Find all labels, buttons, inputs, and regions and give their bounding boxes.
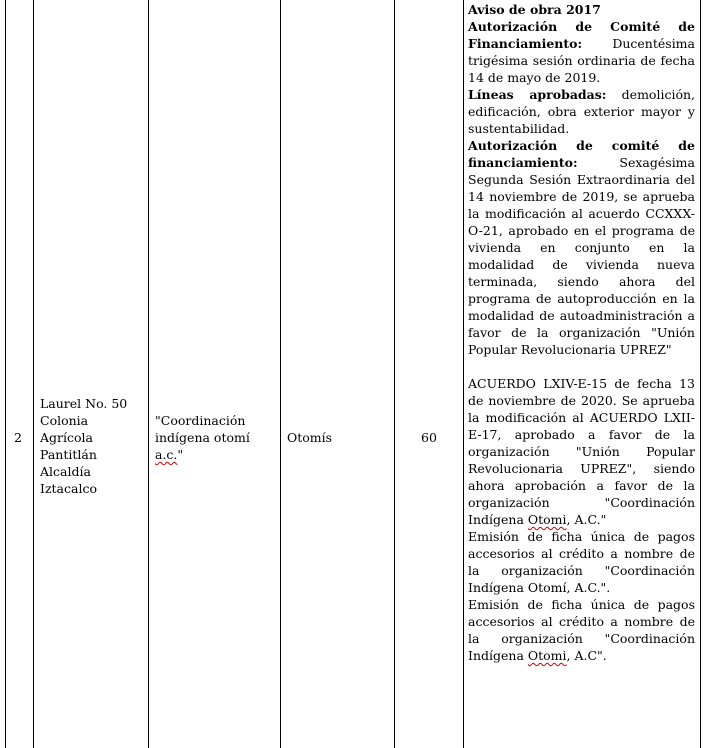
authorization-1-text: Ducentésima trigésima sesión ordinaria de fecha 14 de mayo de 2019. xyxy=(468,36,695,85)
address-line: Colonia Agrícola xyxy=(40,413,93,445)
approved-lines-label: Líneas aprobadas: xyxy=(468,87,607,102)
organization-suffix: a.c. xyxy=(155,447,178,462)
address-line: Pantitlán xyxy=(40,447,97,462)
emission-2-text: Emisión de ficha única de pagos accesorios al crédito a nombre de la organización "Coordinación Indígena xyxy=(468,597,695,663)
authorization-1 xyxy=(468,18,695,86)
address-line: Alcaldía xyxy=(40,464,91,479)
column-border xyxy=(33,0,34,748)
emission-2-end: , A.C". xyxy=(566,648,607,663)
column-border xyxy=(463,0,464,748)
organization-name: "Coordinación indígena otomí xyxy=(155,413,250,445)
address-line: Iztacalco xyxy=(40,481,97,496)
column-border xyxy=(280,0,281,748)
notes-cell xyxy=(468,1,695,664)
column-border xyxy=(148,0,149,748)
emission-2 xyxy=(468,596,695,664)
organization-cell xyxy=(155,412,275,463)
acuerdo-paragraph xyxy=(468,375,695,528)
acuerdo-text-end: , A.C." xyxy=(566,512,607,527)
organization-quote: " xyxy=(177,447,184,462)
acuerdo-text: ACUERDO LXIV-E-15 de fecha 13 de noviembre de 2020. Se aprueba la modificación al ACUERDO LXII-E-17, aprobado a favor de la organización "Unión Popular Revolucionaria UPREZ", siendo ahora aprobación a favor de la organización "Coordinación Indígena xyxy=(468,376,695,527)
column-border xyxy=(394,0,395,748)
column-border xyxy=(700,0,701,748)
row-number: 2 xyxy=(14,430,22,445)
paragraph-gap xyxy=(468,358,695,375)
column-border xyxy=(5,0,6,748)
authorization-2-text: Sexagésima Segunda Sesión Extraordinaria del 14 noviembre de 2019, se aprueba la modificación al acuerdo CCXXX-O-21, aprobado en el programa de vivienda en conjunto en la modalidad de vivienda nueva terminada, siendo ahora del programa de autoproducción en la modalidad de autoadministración a favor de la organización "Unión Popular Revolucionaria UPREZ" xyxy=(468,155,695,357)
approved-lines-text: demolición, edificación, obra exterior mayor y sustentabilidad. xyxy=(468,87,695,136)
ethnic-group-cell: Otomís xyxy=(287,430,333,445)
approved-lines xyxy=(468,86,695,137)
authorization-2-label: Autorización de comité de financiamiento: xyxy=(468,138,695,170)
authorization-1-label: Autorización de Comité de Financiamiento: xyxy=(468,19,695,51)
address-cell xyxy=(40,395,144,497)
quantity-cell: 60 xyxy=(421,430,437,445)
otomi-word: Otomi xyxy=(527,648,567,663)
authorization-2 xyxy=(468,137,695,358)
aviso-title: Aviso de obra 2017 xyxy=(468,2,601,17)
address-line: Laurel No. 50 xyxy=(40,396,128,411)
emission-1: Emisión de ficha única de pagos accesorios al crédito a nombre de la organización "Coordinación Indígena Otomí, A.C.". xyxy=(468,529,695,595)
otomi-word: Otomi xyxy=(527,512,567,527)
